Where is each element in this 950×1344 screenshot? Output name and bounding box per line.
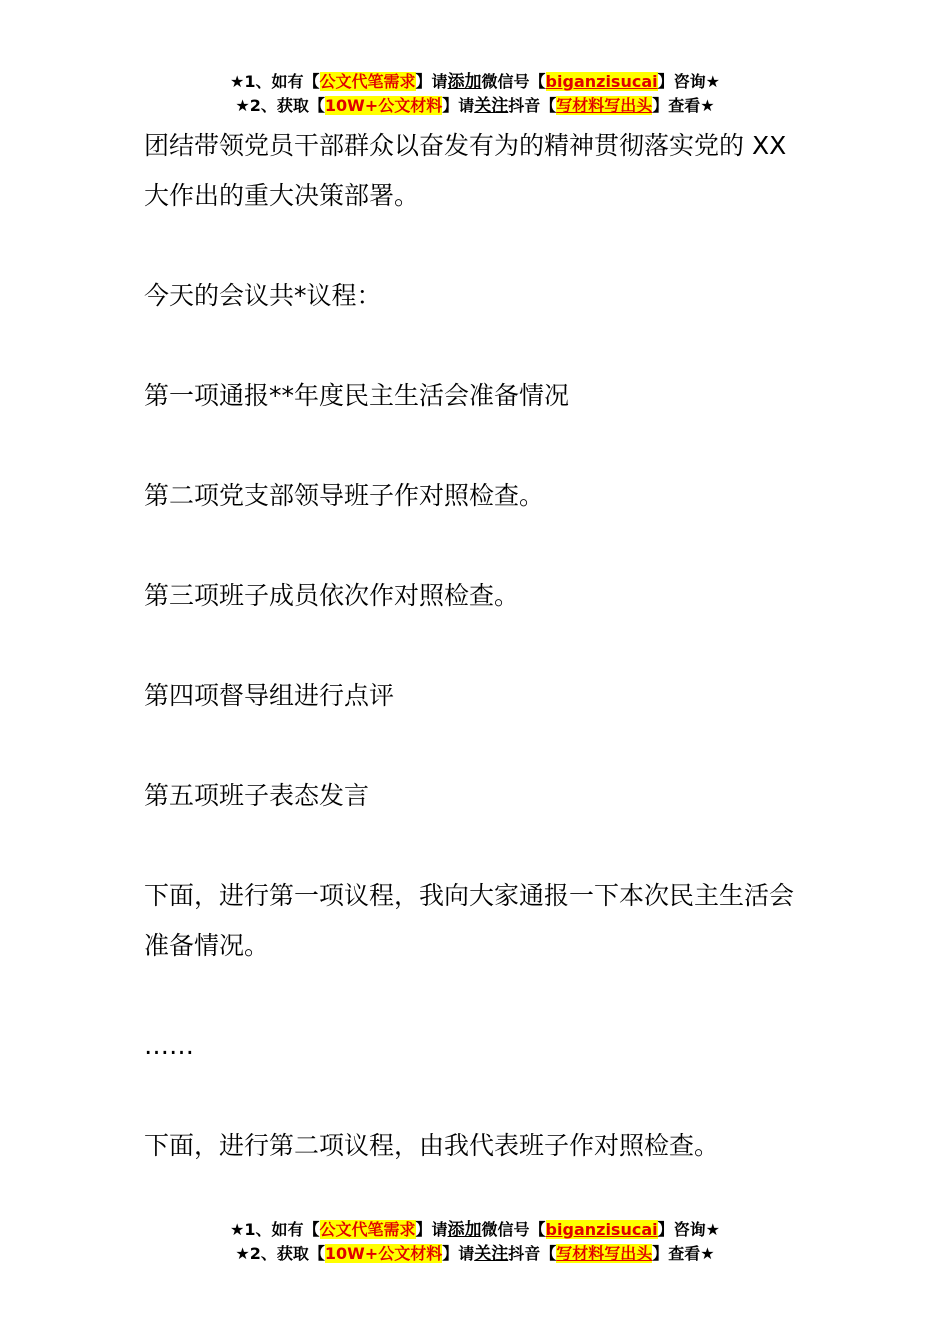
header-highlight-douyin-account: 写材料写出头 — [556, 96, 653, 115]
footer-line-2-prefix: ★2、获取【 — [235, 1244, 325, 1263]
footer-highlight-materials: 10W+公文材料 — [324, 1244, 443, 1263]
agenda-item-3: 第三项班子成员依次作对照检查。 — [144, 581, 520, 610]
footer-line-1 — [0, 1218, 950, 1242]
footer-line-2-text-2: 抖音【 — [508, 1244, 557, 1263]
agenda-item-5: 第五项班子表态发言 — [144, 781, 370, 810]
footer-highlight-wechat-id: biganzisucai — [545, 1220, 658, 1239]
footer-highlight-douyin-account: 写材料写出头 — [556, 1244, 653, 1263]
header-highlight-wechat-id: biganzisucai — [545, 72, 658, 91]
header-line-2-emphasis: 关注 — [474, 96, 509, 116]
paragraph-agenda-intro: 今天的会议共*议程： — [144, 281, 382, 310]
footer-line-1-suffix: 】咨询★ — [657, 1220, 720, 1239]
document-body — [144, 121, 814, 1171]
header-highlight-service: 公文代笔需求 — [319, 72, 416, 91]
footer-line-2-suffix: 】查看★ — [652, 1244, 715, 1263]
header-line-2 — [0, 94, 950, 118]
footer-highlight-service: 公文代笔需求 — [319, 1220, 416, 1239]
header-highlight-materials: 10W+公文材料 — [324, 96, 443, 115]
footer-line-1-text: 】请 — [415, 1220, 448, 1239]
footer-line-1-prefix: ★1、如有【 — [230, 1220, 320, 1239]
header-banner — [0, 70, 950, 118]
header-line-2-text: 】请 — [442, 96, 475, 115]
header-line-2-prefix: ★2、获取【 — [235, 96, 325, 115]
paragraph-second-item: 下面，进行第二项议程，由我代表班子作对照检查。 — [144, 1131, 720, 1160]
footer-banner — [0, 1218, 950, 1266]
footer-line-2-text: 】请 — [442, 1244, 475, 1263]
header-line-1 — [0, 70, 950, 94]
paragraph-ellipsis: …… — [144, 1031, 194, 1060]
agenda-item-2: 第二项党支部领导班子作对照检查。 — [144, 481, 545, 510]
footer-line-2-emphasis: 关注 — [474, 1244, 509, 1264]
header-line-1-prefix: ★1、如有【 — [230, 72, 320, 91]
header-line-2-suffix: 】查看★ — [652, 96, 715, 115]
agenda-item-4: 第四项督导组进行点评 — [144, 681, 395, 710]
header-line-1-text: 】请 — [415, 72, 448, 91]
header-line-2-text-2: 抖音【 — [508, 96, 557, 115]
footer-line-2 — [0, 1242, 950, 1266]
paragraph-opening: 团结带领党员干部群众以奋发有为的精神贯彻落实党的 XX 大作出的重大决策部署。 — [144, 131, 787, 210]
header-line-1-text-2: 微信号【 — [481, 72, 546, 91]
footer-line-1-text-2: 微信号【 — [481, 1220, 546, 1239]
header-line-1-suffix: 】咨询★ — [657, 72, 720, 91]
paragraph-first-item: 下面，进行第一项议程，我向大家通报一下本次民主生活会准备情况。 — [144, 881, 795, 960]
agenda-item-1: 第一项通报**年度民主生活会准备情况 — [144, 381, 570, 410]
header-line-1-emphasis: 添加 — [447, 72, 482, 92]
footer-line-1-emphasis: 添加 — [447, 1220, 482, 1240]
